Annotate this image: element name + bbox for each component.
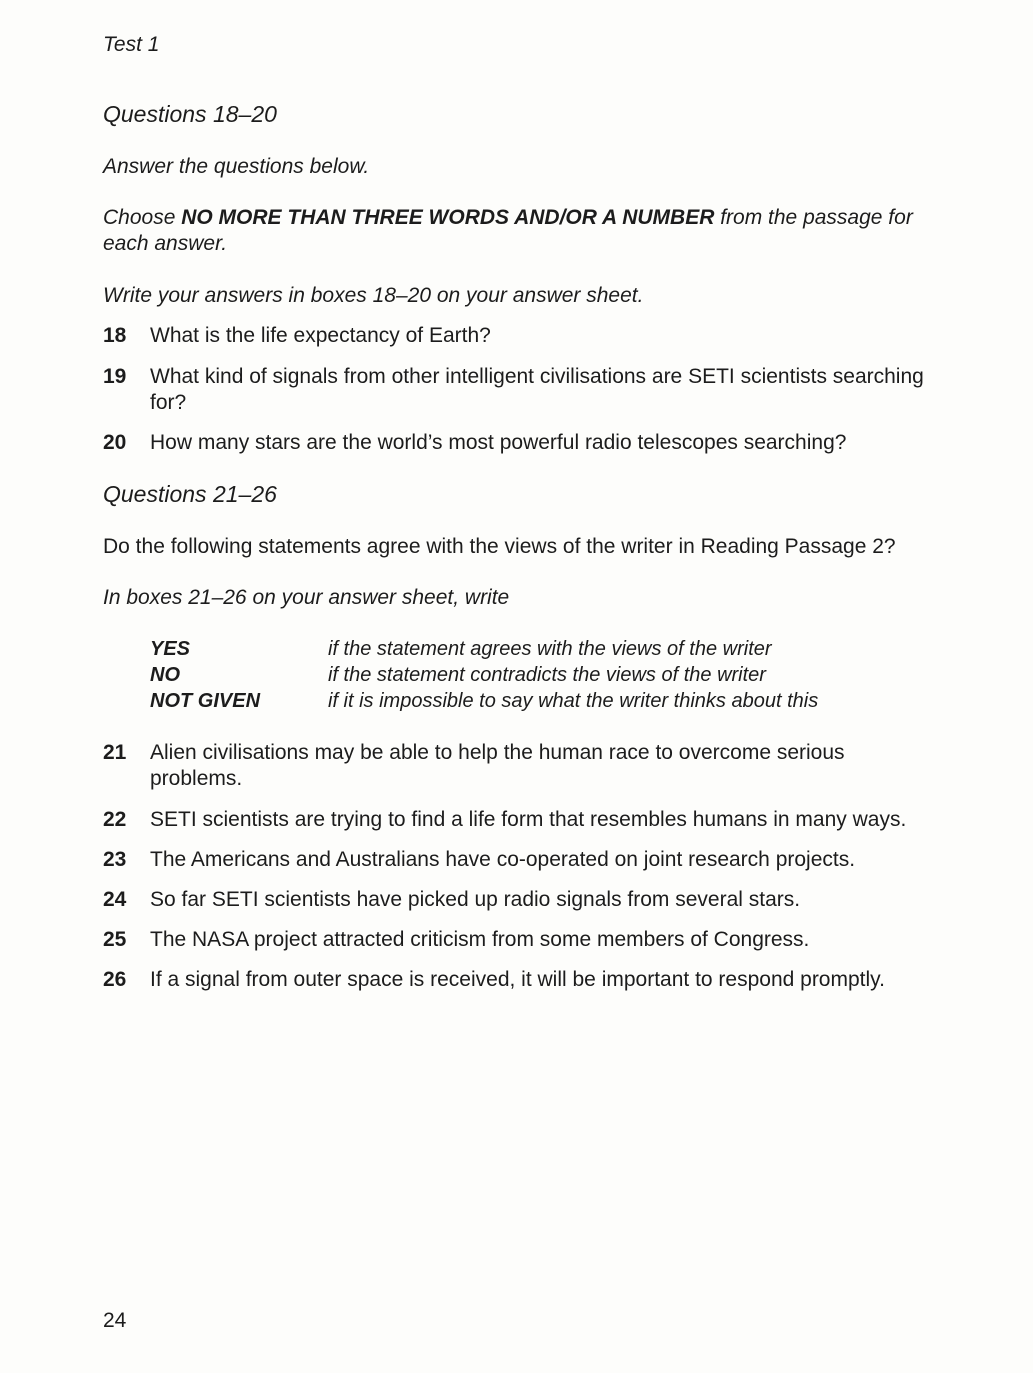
- question-text: How many stars are the world’s most powerful radio telescopes searching?: [150, 431, 847, 454]
- statement-text: So far SETI scientists have picked up radio signals from several stars.: [150, 888, 801, 911]
- statement-text: Alien civilisations may be able to help the human race to overcome serious: [150, 741, 845, 764]
- question-number: 18: [103, 324, 127, 347]
- instruction-answer: Answer the questions below.: [103, 155, 370, 178]
- instruction-choose: [103, 206, 913, 230]
- instruction-agree: Do the following statements agree with the views of the writer in Reading Passage 2?: [103, 535, 896, 558]
- option-key-yes: YES: [150, 638, 191, 660]
- instruction-choose-pre: Choose: [103, 206, 182, 229]
- instruction-boxes: In boxes 21–26 on your answer sheet, write: [103, 586, 510, 609]
- option-desc-yes: if the statement agrees with the views of the writer: [328, 638, 772, 660]
- option-desc-no: if the statement contradicts the views of the writer: [328, 664, 766, 686]
- statement-text: If a signal from outer space is received, it will be important to respond promptly.: [150, 968, 885, 991]
- question-number: 25: [103, 928, 127, 951]
- question-number: 22: [103, 808, 127, 831]
- option-desc-not-given: if it is impossible to say what the writer thinks about this: [328, 690, 819, 712]
- statement-text: The Americans and Australians have co-operated on joint research projects.: [150, 848, 856, 871]
- question-text: What kind of signals from other intelligent civilisations are SETI scientists searching: [150, 365, 924, 388]
- statement-text: SETI scientists are trying to find a life form that resembles humans in many ways.: [150, 808, 907, 831]
- section-title-18-20: Questions 18–20: [103, 101, 277, 127]
- question-number: 26: [103, 968, 127, 991]
- running-header: Test 1: [103, 33, 160, 56]
- option-key-not-given: NOT GIVEN: [150, 690, 261, 712]
- word-limit: NO MORE THAN THREE WORDS AND/OR A NUMBER: [181, 206, 715, 229]
- question-text-line2: for?: [150, 391, 187, 414]
- instruction-choose-line2: each answer.: [103, 232, 228, 255]
- page-number: 24: [103, 1309, 127, 1332]
- question-number: 20: [103, 431, 127, 454]
- question-text: What is the life expectancy of Earth?: [150, 324, 491, 347]
- question-number: 24: [103, 888, 127, 911]
- section-title-21-26: Questions 21–26: [103, 481, 277, 507]
- question-number: 21: [103, 741, 127, 764]
- option-key-no: NO: [150, 664, 180, 686]
- instruction-write: Write your answers in boxes 18–20 on your answer sheet.: [103, 284, 644, 307]
- question-number: 19: [103, 365, 127, 388]
- instruction-choose-post: from the passage for: [714, 206, 913, 229]
- statement-text: The NASA project attracted criticism from some members of Congress.: [150, 928, 810, 951]
- question-number: 23: [103, 848, 127, 871]
- statement-text-line2: problems.: [150, 767, 243, 790]
